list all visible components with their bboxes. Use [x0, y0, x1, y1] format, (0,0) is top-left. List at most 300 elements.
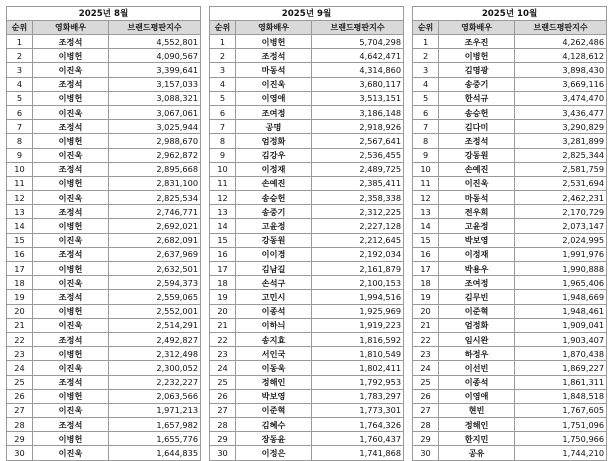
score-cell: 2,358,338	[312, 191, 404, 205]
actor-name-cell: 이진욱	[33, 446, 109, 460]
table-row	[210, 318, 404, 332]
table-row	[413, 318, 607, 332]
actor-name-cell: 이준혁	[236, 403, 312, 417]
table-row	[7, 176, 201, 190]
rank-cell: 3	[210, 63, 236, 77]
rank-cell: 2	[210, 49, 236, 63]
score-cell: 2,073,147	[515, 219, 607, 233]
score-cell: 1,644,835	[109, 446, 201, 460]
score-cell: 3,067,061	[109, 105, 201, 119]
score-cell: 2,300,052	[109, 361, 201, 375]
rank-cell: 23	[7, 347, 33, 361]
score-cell: 2,232,227	[109, 375, 201, 389]
actor-header: 영화배우	[439, 21, 515, 35]
rank-cell: 18	[413, 276, 439, 290]
rank-cell: 20	[210, 304, 236, 318]
actor-name-cell: 이병헌	[33, 432, 109, 446]
actor-name-cell: 박보영	[439, 233, 515, 247]
actor-name-cell: 고민시	[236, 290, 312, 304]
table-row	[210, 205, 404, 219]
rank-cell: 11	[7, 176, 33, 190]
actor-name-cell: 현빈	[439, 403, 515, 417]
rank-cell: 27	[7, 403, 33, 417]
score-header: 브랜드평판지수	[312, 21, 404, 35]
actor-name-cell: 송승헌	[236, 191, 312, 205]
score-cell: 2,559,065	[109, 290, 201, 304]
table-row	[210, 389, 404, 403]
actor-name-cell: 장동윤	[236, 432, 312, 446]
actor-name-cell: 이정재	[439, 247, 515, 261]
rank-cell: 5	[210, 91, 236, 105]
table-row	[7, 418, 201, 432]
table-row	[413, 134, 607, 148]
table-row	[7, 290, 201, 304]
ranking-tables	[6, 6, 604, 461]
rank-cell: 9	[7, 148, 33, 162]
actor-name-cell: 이준혁	[439, 304, 515, 318]
score-cell: 1,903,407	[515, 332, 607, 346]
rank-cell: 5	[413, 91, 439, 105]
actor-name-cell: 이선빈	[439, 361, 515, 375]
score-cell: 2,212,645	[312, 233, 404, 247]
actor-name-cell: 공명	[236, 120, 312, 134]
rank-cell: 17	[7, 262, 33, 276]
rank-cell: 22	[210, 332, 236, 346]
actor-name-cell: 송중기	[236, 205, 312, 219]
score-cell: 1,994,516	[312, 290, 404, 304]
actor-name-cell: 조정석	[236, 49, 312, 63]
rank-cell: 29	[210, 432, 236, 446]
score-cell: 1,773,301	[312, 403, 404, 417]
table-row	[210, 191, 404, 205]
actor-name-cell: 조정석	[33, 120, 109, 134]
actor-name-cell: 엄정화	[439, 318, 515, 332]
actor-name-cell: 이병헌	[33, 347, 109, 361]
rank-cell: 9	[413, 148, 439, 162]
actor-name-cell: 이정재	[236, 162, 312, 176]
table-row	[7, 205, 201, 219]
table-row	[210, 120, 404, 134]
actor-name-cell: 조정석	[33, 247, 109, 261]
actor-name-cell: 김강우	[236, 148, 312, 162]
actor-name-cell: 공유	[439, 446, 515, 460]
table-row	[7, 262, 201, 276]
rank-cell: 22	[7, 332, 33, 346]
table-row	[413, 162, 607, 176]
table-row	[7, 91, 201, 105]
table-row	[413, 276, 607, 290]
rank-cell: 4	[413, 77, 439, 91]
actor-name-cell: 이진욱	[33, 318, 109, 332]
rank-cell: 7	[413, 120, 439, 134]
rank-cell: 14	[210, 219, 236, 233]
rank-cell: 16	[413, 247, 439, 261]
rank-cell: 13	[7, 205, 33, 219]
rank-cell: 12	[413, 191, 439, 205]
table-row	[210, 77, 404, 91]
score-cell: 1,816,592	[312, 332, 404, 346]
table-row	[210, 219, 404, 233]
rank-header: 순위	[210, 21, 236, 35]
score-cell: 2,462,231	[515, 191, 607, 205]
rank-cell: 18	[7, 276, 33, 290]
actor-name-cell: 이이경	[236, 247, 312, 261]
actor-name-cell: 이병헌	[33, 176, 109, 190]
table-row	[7, 247, 201, 261]
rank-cell: 8	[210, 134, 236, 148]
table-row	[7, 148, 201, 162]
score-cell: 2,825,534	[109, 191, 201, 205]
table-row	[210, 49, 404, 63]
rank-cell: 19	[413, 290, 439, 304]
actor-name-cell: 김혜수	[236, 418, 312, 432]
rank-cell: 16	[210, 247, 236, 261]
actor-header: 영화배우	[33, 21, 109, 35]
ranking-table-2	[209, 6, 404, 461]
rank-cell: 19	[210, 290, 236, 304]
score-cell: 5,704,298	[312, 35, 404, 49]
ranking-table-1	[6, 6, 201, 461]
actor-name-cell: 이병헌	[33, 49, 109, 63]
table-row	[7, 403, 201, 417]
score-cell: 2,988,670	[109, 134, 201, 148]
score-cell: 2,492,827	[109, 332, 201, 346]
actor-name-cell: 조정석	[33, 332, 109, 346]
table-row	[413, 148, 607, 162]
rank-cell: 11	[210, 176, 236, 190]
score-cell: 3,281,899	[515, 134, 607, 148]
actor-name-cell: 박용우	[439, 262, 515, 276]
actor-name-cell: 송중기	[439, 77, 515, 91]
actor-name-cell: 이진욱	[33, 276, 109, 290]
table-row	[210, 290, 404, 304]
actor-header: 영화배우	[236, 21, 312, 35]
rank-cell: 6	[413, 105, 439, 119]
score-cell: 1,861,311	[515, 375, 607, 389]
rank-header: 순위	[7, 21, 33, 35]
actor-name-cell: 이병헌	[33, 91, 109, 105]
score-cell: 1,767,605	[515, 403, 607, 417]
table-row	[413, 247, 607, 261]
rank-cell: 12	[210, 191, 236, 205]
table-row	[413, 35, 607, 49]
score-cell: 3,669,116	[515, 77, 607, 91]
table-row	[210, 63, 404, 77]
table-row	[210, 247, 404, 261]
table-row	[210, 432, 404, 446]
score-cell: 2,825,344	[515, 148, 607, 162]
score-cell: 1,760,437	[312, 432, 404, 446]
score-cell: 1,925,969	[312, 304, 404, 318]
actor-name-cell: 이진욱	[33, 105, 109, 119]
table-row	[413, 219, 607, 233]
score-cell: 3,025,944	[109, 120, 201, 134]
table-row	[210, 176, 404, 190]
actor-name-cell: 이하늬	[236, 318, 312, 332]
table-row	[7, 105, 201, 119]
actor-name-cell: 조정석	[33, 418, 109, 432]
rank-cell: 27	[210, 403, 236, 417]
table-row	[413, 304, 607, 318]
actor-name-cell: 김명광	[439, 63, 515, 77]
table-row	[210, 347, 404, 361]
actor-name-cell: 조우진	[439, 35, 515, 49]
score-cell: 2,170,729	[515, 205, 607, 219]
table-row	[7, 361, 201, 375]
score-cell: 4,128,612	[515, 49, 607, 63]
actor-name-cell: 하정우	[439, 347, 515, 361]
rank-cell: 21	[413, 318, 439, 332]
rank-cell: 18	[210, 276, 236, 290]
table-row	[7, 304, 201, 318]
rank-cell: 26	[413, 389, 439, 403]
rank-cell: 26	[210, 389, 236, 403]
actor-name-cell: 이병헌	[33, 304, 109, 318]
rank-cell: 8	[413, 134, 439, 148]
score-cell: 2,632,501	[109, 262, 201, 276]
score-cell: 2,552,001	[109, 304, 201, 318]
rank-cell: 14	[413, 219, 439, 233]
rank-cell: 3	[7, 63, 33, 77]
rank-cell: 2	[7, 49, 33, 63]
actor-name-cell: 강동원	[439, 148, 515, 162]
actor-name-cell: 조여정	[439, 276, 515, 290]
actor-name-cell: 한지민	[439, 432, 515, 446]
actor-name-cell: 조여정	[236, 105, 312, 119]
score-cell: 1,810,549	[312, 347, 404, 361]
score-cell: 1,990,888	[515, 262, 607, 276]
table-row	[413, 49, 607, 63]
table-row	[210, 162, 404, 176]
rank-cell: 13	[413, 205, 439, 219]
score-cell: 2,831,100	[109, 176, 201, 190]
rank-cell: 29	[413, 432, 439, 446]
ranking-table-3	[412, 6, 607, 461]
rank-cell: 15	[413, 233, 439, 247]
table-row	[210, 375, 404, 389]
rank-cell: 2	[413, 49, 439, 63]
table-row	[413, 446, 607, 460]
rank-cell: 28	[7, 418, 33, 432]
table-row	[7, 318, 201, 332]
rank-cell: 17	[413, 262, 439, 276]
score-cell: 2,312,498	[109, 347, 201, 361]
score-cell: 1,869,227	[515, 361, 607, 375]
rank-cell: 27	[413, 403, 439, 417]
table-row	[7, 191, 201, 205]
score-cell: 1,848,518	[515, 389, 607, 403]
rank-cell: 9	[210, 148, 236, 162]
table-row	[413, 389, 607, 403]
actor-name-cell: 이병헌	[439, 49, 515, 63]
score-cell: 1,965,406	[515, 276, 607, 290]
actor-name-cell: 엄정화	[236, 134, 312, 148]
score-cell: 2,682,091	[109, 233, 201, 247]
score-cell: 2,567,641	[312, 134, 404, 148]
rank-cell: 10	[7, 162, 33, 176]
actor-name-cell: 송승헌	[439, 105, 515, 119]
score-cell: 1,919,223	[312, 318, 404, 332]
actor-name-cell: 마동석	[439, 191, 515, 205]
score-cell: 3,680,117	[312, 77, 404, 91]
actor-name-cell: 이진욱	[33, 191, 109, 205]
score-cell: 2,692,021	[109, 219, 201, 233]
actor-name-cell: 정해인	[439, 418, 515, 432]
actor-name-cell: 조정석	[33, 77, 109, 91]
score-cell: 2,637,969	[109, 247, 201, 261]
score-cell: 1,783,297	[312, 389, 404, 403]
rank-cell: 21	[210, 318, 236, 332]
rank-cell: 30	[7, 446, 33, 460]
actor-name-cell: 이동욱	[236, 361, 312, 375]
rank-cell: 28	[210, 418, 236, 432]
table-row	[7, 276, 201, 290]
rank-cell: 5	[7, 91, 33, 105]
actor-name-cell: 한석규	[439, 91, 515, 105]
table-row	[7, 432, 201, 446]
score-cell: 1,792,953	[312, 375, 404, 389]
actor-name-cell: 이영애	[236, 91, 312, 105]
score-cell: 2,100,153	[312, 276, 404, 290]
actor-name-cell: 조정석	[33, 205, 109, 219]
table-row	[7, 389, 201, 403]
score-cell: 2,895,668	[109, 162, 201, 176]
actor-name-cell: 이영애	[439, 389, 515, 403]
rank-cell: 11	[413, 176, 439, 190]
table-row	[413, 191, 607, 205]
rank-cell: 24	[7, 361, 33, 375]
table-row	[7, 63, 201, 77]
rank-cell: 4	[210, 77, 236, 91]
score-cell: 4,090,567	[109, 49, 201, 63]
rank-cell: 25	[7, 375, 33, 389]
actor-name-cell: 정해인	[236, 375, 312, 389]
score-cell: 2,594,373	[109, 276, 201, 290]
rank-cell: 6	[210, 105, 236, 119]
table-row	[413, 63, 607, 77]
rank-cell: 12	[7, 191, 33, 205]
table-row	[413, 332, 607, 346]
rank-cell: 20	[413, 304, 439, 318]
table-row	[210, 304, 404, 318]
rank-cell: 10	[210, 162, 236, 176]
score-cell: 2,514,291	[109, 318, 201, 332]
score-cell: 4,552,801	[109, 35, 201, 49]
score-cell: 1,741,868	[312, 446, 404, 460]
table-row	[210, 91, 404, 105]
table-row	[413, 77, 607, 91]
rank-cell: 13	[210, 205, 236, 219]
actor-name-cell: 이병헌	[236, 35, 312, 49]
actor-name-cell: 조정석	[33, 290, 109, 304]
score-cell: 2,024,995	[515, 233, 607, 247]
score-cell: 2,746,771	[109, 205, 201, 219]
actor-name-cell: 손석구	[236, 276, 312, 290]
score-cell: 1,870,438	[515, 347, 607, 361]
score-cell: 2,531,694	[515, 176, 607, 190]
table-row	[413, 432, 607, 446]
table-row	[210, 276, 404, 290]
rank-cell: 7	[210, 120, 236, 134]
table-row	[7, 375, 201, 389]
rank-cell: 26	[7, 389, 33, 403]
actor-name-cell: 이진욱	[33, 361, 109, 375]
rank-cell: 24	[413, 361, 439, 375]
actor-name-cell: 조정석	[33, 375, 109, 389]
table-row	[7, 233, 201, 247]
actor-name-cell: 조정석	[33, 35, 109, 49]
rank-cell: 15	[210, 233, 236, 247]
table-row	[413, 290, 607, 304]
table-row	[413, 176, 607, 190]
actor-name-cell: 이진욱	[236, 77, 312, 91]
actor-name-cell: 이병헌	[33, 262, 109, 276]
rank-cell: 1	[210, 35, 236, 49]
table-row	[413, 205, 607, 219]
score-cell: 4,642,471	[312, 49, 404, 63]
rank-cell: 19	[7, 290, 33, 304]
table-row	[413, 262, 607, 276]
actor-name-cell: 이병헌	[33, 389, 109, 403]
score-cell: 3,436,477	[515, 105, 607, 119]
table-row	[210, 403, 404, 417]
actor-name-cell: 이진욱	[33, 63, 109, 77]
rank-cell: 28	[413, 418, 439, 432]
rank-cell: 16	[7, 247, 33, 261]
rank-cell: 8	[7, 134, 33, 148]
table-row	[7, 219, 201, 233]
actor-name-cell: 고윤정	[236, 219, 312, 233]
score-cell: 1,948,669	[515, 290, 607, 304]
table-title: 2025년 8월	[7, 7, 201, 21]
table-row	[7, 347, 201, 361]
rank-header: 순위	[413, 21, 439, 35]
score-cell: 2,385,411	[312, 176, 404, 190]
table-row	[210, 233, 404, 247]
rank-cell: 1	[7, 35, 33, 49]
table-row	[413, 120, 607, 134]
score-header: 브랜드평판지수	[109, 21, 201, 35]
score-cell: 1,751,096	[515, 418, 607, 432]
actor-name-cell: 강동원	[236, 233, 312, 247]
actor-name-cell: 송지효	[236, 332, 312, 346]
score-cell: 1,991,976	[515, 247, 607, 261]
table-row	[210, 35, 404, 49]
rank-cell: 23	[210, 347, 236, 361]
rank-cell: 30	[413, 446, 439, 460]
actor-name-cell: 이진욱	[33, 148, 109, 162]
table-row	[7, 134, 201, 148]
score-cell: 3,157,033	[109, 77, 201, 91]
actor-name-cell: 임시완	[439, 332, 515, 346]
actor-name-cell: 이병헌	[33, 134, 109, 148]
rank-cell: 7	[7, 120, 33, 134]
score-cell: 1,655,776	[109, 432, 201, 446]
rank-cell: 30	[210, 446, 236, 460]
actor-name-cell: 손예진	[439, 162, 515, 176]
actor-name-cell: 고윤정	[439, 219, 515, 233]
actor-name-cell: 김남길	[236, 262, 312, 276]
actor-name-cell: 조정석	[439, 134, 515, 148]
rank-cell: 22	[413, 332, 439, 346]
actor-name-cell: 손예진	[236, 176, 312, 190]
actor-name-cell: 마동석	[236, 63, 312, 77]
table-row	[413, 403, 607, 417]
score-cell: 2,312,225	[312, 205, 404, 219]
actor-name-cell: 이종석	[236, 304, 312, 318]
rank-cell: 24	[210, 361, 236, 375]
rank-cell: 15	[7, 233, 33, 247]
